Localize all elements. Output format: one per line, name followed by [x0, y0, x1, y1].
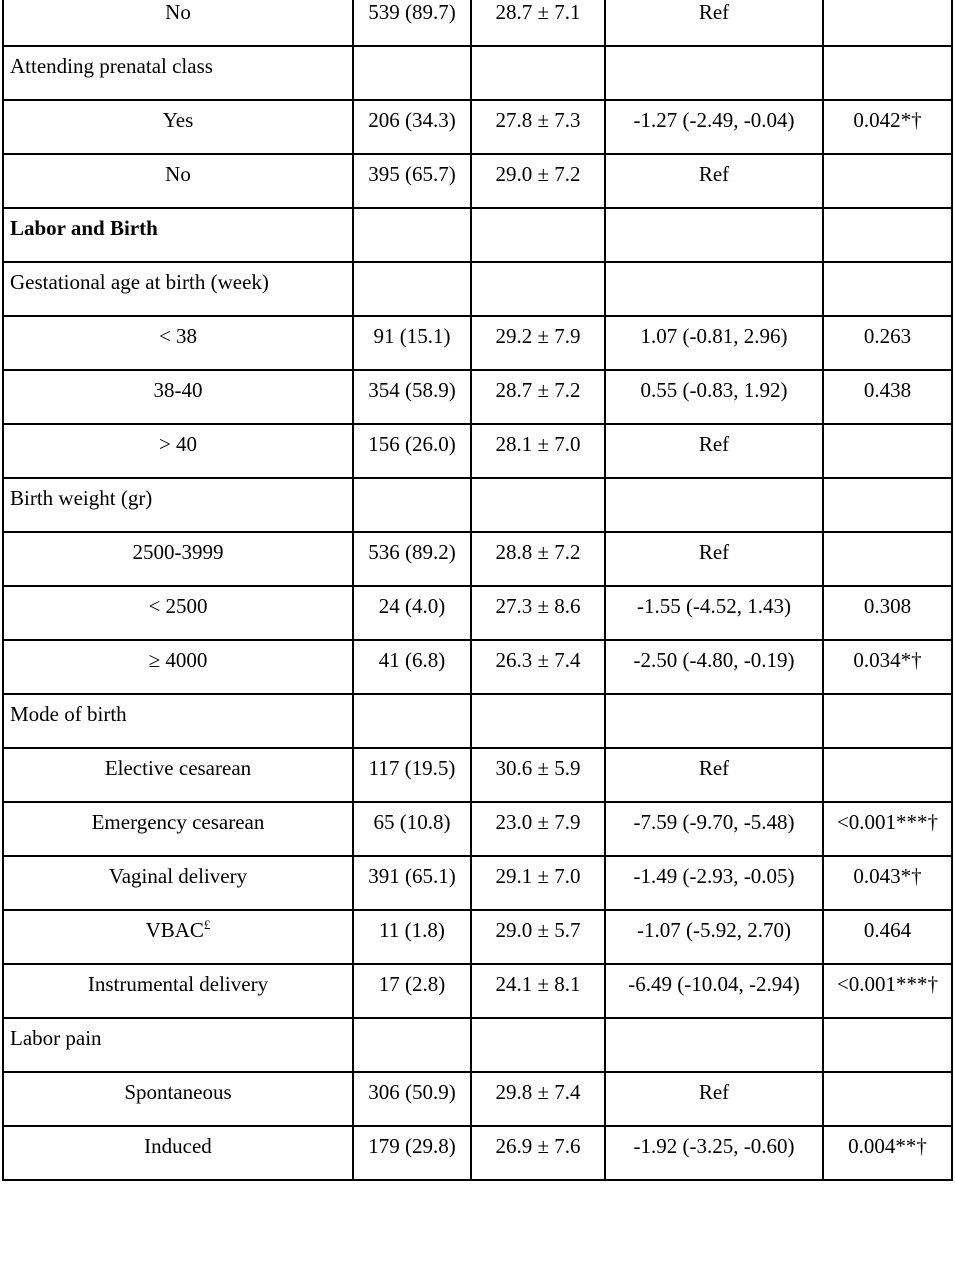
n-percent-cell: [353, 694, 471, 748]
variable-label: [3, 262, 353, 316]
variable-label: [3, 1018, 353, 1072]
p-value-cell: 0.004**†: [823, 1126, 952, 1180]
label-text: Attending prenatal class: [10, 54, 213, 78]
mean-sd-cell: 24.1 ± 8.1: [471, 964, 605, 1018]
label-text: Instrumental delivery: [87, 972, 269, 996]
mean-sd-cell: 26.3 ± 7.4: [471, 640, 605, 694]
p-value-cell: [823, 532, 952, 586]
category-label: [3, 370, 353, 424]
p-value-cell: 0.464: [823, 910, 952, 964]
mean-sd-cell: 28.8 ± 7.2: [471, 532, 605, 586]
footnote-marker: £: [203, 917, 211, 932]
category-label: [3, 802, 353, 856]
category-label: [3, 154, 353, 208]
table-row: [3, 1072, 952, 1126]
section-label: [3, 208, 353, 262]
label-text: 38-40: [153, 378, 203, 402]
beta-ci-cell: [605, 694, 823, 748]
n-percent-cell: 117 (19.5): [353, 748, 471, 802]
group-header-row: [3, 478, 952, 532]
mean-sd-cell: [471, 1018, 605, 1072]
beta-ci-cell: 1.07 (-0.81, 2.96): [605, 316, 823, 370]
category-label: [3, 424, 353, 478]
p-value-cell: [823, 208, 952, 262]
table-row: [3, 586, 952, 640]
p-value-cell: 0.043*†: [823, 856, 952, 910]
label-text: < 38: [158, 324, 198, 348]
beta-ci-cell: -1.49 (-2.93, -0.05): [605, 856, 823, 910]
n-percent-cell: 24 (4.0): [353, 586, 471, 640]
beta-ci-cell: [605, 1018, 823, 1072]
n-percent-cell: 65 (10.8): [353, 802, 471, 856]
category-label: [3, 1072, 353, 1126]
label-text: No: [165, 162, 191, 186]
results-table: [2, 0, 953, 1181]
n-percent-cell: [353, 262, 471, 316]
n-percent-cell: [353, 478, 471, 532]
mean-sd-cell: [471, 478, 605, 532]
table-row: [3, 424, 952, 478]
label-text: Emergency cesarean: [91, 810, 265, 834]
p-value-cell: 0.263: [823, 316, 952, 370]
category-label: [3, 748, 353, 802]
group-header-row: [3, 46, 952, 100]
label-text: Labor and Birth: [10, 216, 158, 240]
table-row: [3, 370, 952, 424]
category-label: [3, 532, 353, 586]
category-label: [3, 316, 353, 370]
label-text: Birth weight (gr): [10, 486, 153, 510]
p-value-cell: [823, 478, 952, 532]
variable-label: [3, 478, 353, 532]
section-header-row: [3, 208, 952, 262]
mean-sd-cell: 23.0 ± 7.9: [471, 802, 605, 856]
mean-sd-cell: [471, 208, 605, 262]
beta-ci-cell: [605, 46, 823, 100]
mean-sd-cell: 29.0 ± 7.2: [471, 154, 605, 208]
table-row: [3, 748, 952, 802]
label-text: < 2500: [148, 594, 208, 618]
mean-sd-cell: 30.6 ± 5.9: [471, 748, 605, 802]
beta-ci-cell: [605, 208, 823, 262]
label-text: > 40: [158, 432, 198, 456]
category-label: [3, 0, 353, 46]
mean-sd-cell: 29.0 ± 5.7: [471, 910, 605, 964]
label-text: Gestational age at birth (week): [10, 270, 269, 294]
n-percent-cell: 156 (26.0): [353, 424, 471, 478]
beta-ci-cell: Ref: [605, 424, 823, 478]
beta-ci-cell: -1.55 (-4.52, 1.43): [605, 586, 823, 640]
beta-ci-cell: -6.49 (-10.04, -2.94): [605, 964, 823, 1018]
p-value-cell: [823, 694, 952, 748]
table-row: [3, 964, 952, 1018]
label-text: Mode of birth: [10, 702, 127, 726]
table-row: [3, 640, 952, 694]
beta-ci-cell: Ref: [605, 532, 823, 586]
table-row: [3, 1126, 952, 1180]
n-percent-cell: 395 (65.7): [353, 154, 471, 208]
category-label: [3, 640, 353, 694]
n-percent-cell: 11 (1.8): [353, 910, 471, 964]
category-label: [3, 1126, 353, 1180]
variable-label: [3, 46, 353, 100]
mean-sd-cell: 28.7 ± 7.1: [471, 0, 605, 46]
table-row: [3, 532, 952, 586]
label-text: Elective cesarean: [104, 756, 252, 780]
beta-ci-cell: Ref: [605, 748, 823, 802]
table-row: [3, 802, 952, 856]
mean-sd-cell: [471, 694, 605, 748]
label-text: No: [165, 0, 191, 24]
label-text: Vaginal delivery: [108, 864, 248, 888]
n-percent-cell: 41 (6.8): [353, 640, 471, 694]
mean-sd-cell: 29.8 ± 7.4: [471, 1072, 605, 1126]
p-value-cell: [823, 46, 952, 100]
beta-ci-cell: -1.92 (-3.25, -0.60): [605, 1126, 823, 1180]
label-text: Yes: [162, 108, 194, 132]
table-row: [3, 856, 952, 910]
n-percent-cell: 539 (89.7): [353, 0, 471, 46]
table-row: [3, 100, 952, 154]
category-label: [3, 964, 353, 1018]
n-percent-cell: [353, 208, 471, 262]
category-label: [3, 856, 353, 910]
beta-ci-cell: Ref: [605, 0, 823, 46]
n-percent-cell: 179 (29.8): [353, 1126, 471, 1180]
n-percent-cell: 17 (2.8): [353, 964, 471, 1018]
p-value-cell: 0.042*†: [823, 100, 952, 154]
p-value-cell: [823, 0, 952, 46]
beta-ci-cell: [605, 262, 823, 316]
mean-sd-cell: 27.8 ± 7.3: [471, 100, 605, 154]
mean-sd-cell: 28.1 ± 7.0: [471, 424, 605, 478]
p-value-cell: <0.001***†: [823, 964, 952, 1018]
group-header-row: [3, 694, 952, 748]
table-row: [3, 0, 952, 46]
mean-sd-cell: 28.7 ± 7.2: [471, 370, 605, 424]
beta-ci-cell: Ref: [605, 154, 823, 208]
mean-sd-cell: 29.2 ± 7.9: [471, 316, 605, 370]
category-label: [3, 586, 353, 640]
p-value-cell: 0.438: [823, 370, 952, 424]
n-percent-cell: [353, 46, 471, 100]
n-percent-cell: 391 (65.1): [353, 856, 471, 910]
table-body: [3, 0, 952, 1180]
beta-ci-cell: -7.59 (-9.70, -5.48): [605, 802, 823, 856]
mean-sd-cell: 27.3 ± 8.6: [471, 586, 605, 640]
beta-ci-cell: [605, 478, 823, 532]
table-row: [3, 316, 952, 370]
p-value-cell: [823, 154, 952, 208]
beta-ci-cell: -1.27 (-2.49, -0.04): [605, 100, 823, 154]
p-value-cell: [823, 262, 952, 316]
table-row: [3, 910, 952, 964]
beta-ci-cell: -2.50 (-4.80, -0.19): [605, 640, 823, 694]
mean-sd-cell: 26.9 ± 7.6: [471, 1126, 605, 1180]
table-row: [3, 154, 952, 208]
category-label: [3, 910, 353, 964]
mean-sd-cell: [471, 46, 605, 100]
beta-ci-cell: -1.07 (-5.92, 2.70): [605, 910, 823, 964]
mean-sd-cell: [471, 262, 605, 316]
n-percent-cell: 91 (15.1): [353, 316, 471, 370]
label-text: Labor pain: [10, 1026, 102, 1050]
label-text: 2500-3999: [132, 540, 224, 564]
p-value-cell: <0.001***†: [823, 802, 952, 856]
label-text: ≥ 4000: [148, 648, 208, 672]
p-value-cell: [823, 1018, 952, 1072]
category-label: [3, 100, 353, 154]
group-header-row: [3, 262, 952, 316]
n-percent-cell: 536 (89.2): [353, 532, 471, 586]
beta-ci-cell: 0.55 (-0.83, 1.92): [605, 370, 823, 424]
p-value-cell: 0.308: [823, 586, 952, 640]
label-text: VBAC: [145, 918, 204, 942]
variable-label: [3, 694, 353, 748]
n-percent-cell: 306 (50.9): [353, 1072, 471, 1126]
p-value-cell: [823, 748, 952, 802]
label-text: Induced: [144, 1134, 212, 1158]
mean-sd-cell: 29.1 ± 7.0: [471, 856, 605, 910]
n-percent-cell: 206 (34.3): [353, 100, 471, 154]
n-percent-cell: 354 (58.9): [353, 370, 471, 424]
n-percent-cell: [353, 1018, 471, 1072]
group-header-row: [3, 1018, 952, 1072]
p-value-cell: [823, 424, 952, 478]
p-value-cell: 0.034*†: [823, 640, 952, 694]
label-text: Spontaneous: [124, 1080, 232, 1104]
beta-ci-cell: Ref: [605, 1072, 823, 1126]
p-value-cell: [823, 1072, 952, 1126]
